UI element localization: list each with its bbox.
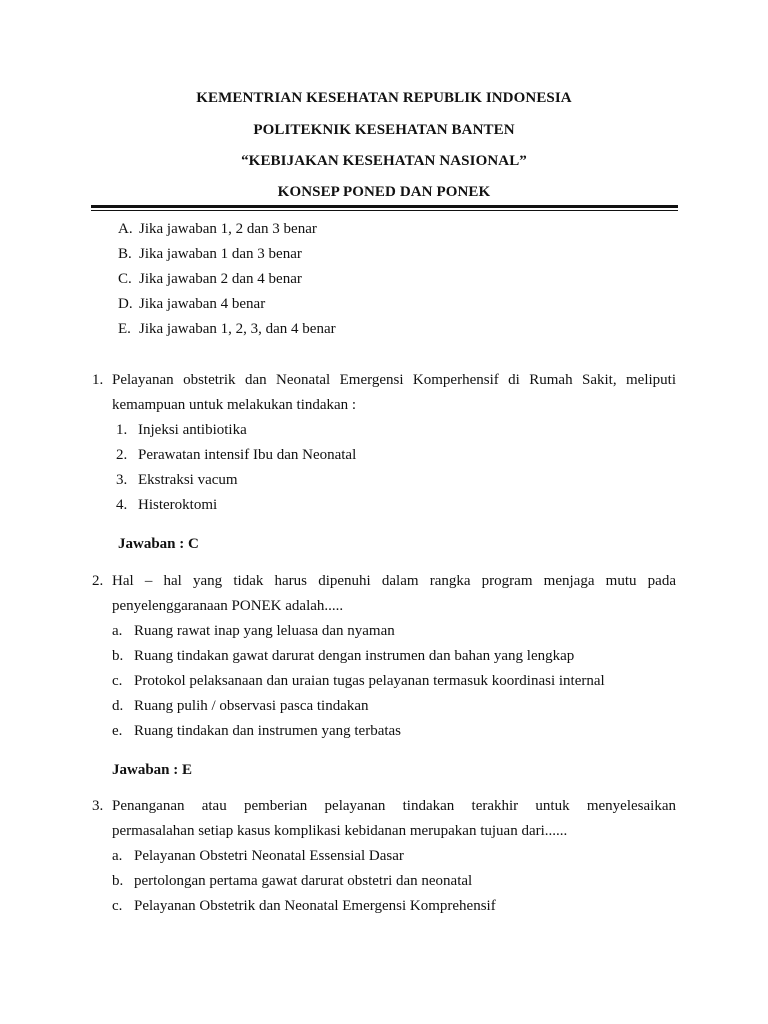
option-item <box>116 495 218 515</box>
answer-label: Jawaban : C <box>118 536 199 552</box>
option-marker: b. <box>112 648 124 664</box>
option-marker: c. <box>112 898 123 914</box>
option-text: Perawatan intensif Ibu dan Neonatal <box>138 447 357 463</box>
option-text: Ruang tindakan gawat darurat dengan instrumen dan bahan yang lengkap <box>134 648 575 664</box>
option-item <box>112 671 605 691</box>
option-item <box>112 846 404 866</box>
option-text: Protokol pelaksanaan dan uraian tugas pelayanan termasuk koordinasi internal <box>134 673 605 689</box>
option-text: Ruang rawat inap yang leluasa dan nyaman <box>134 623 395 639</box>
list-text: Jika jawaban 1, 2 dan 3 benar <box>139 221 317 237</box>
question-number: 2. <box>92 573 104 589</box>
list-item <box>118 319 336 339</box>
course-heading: “KEBIJAKAN KESEHATAN NASIONAL” <box>241 153 527 169</box>
option-text: Ruang tindakan dan instrumen yang terbatas <box>134 723 402 739</box>
option-text: Histeroktomi <box>138 497 218 513</box>
option-marker: d. <box>112 698 124 714</box>
ministry-heading: KEMENTRIAN KESEHATAN REPUBLIK INDONESIA <box>196 90 572 106</box>
option-item <box>112 621 395 641</box>
list-item <box>118 269 302 289</box>
option-item <box>112 646 575 666</box>
question-text-line: permasalahan setiap kasus komplikasi kebidanan merupakan tujuan dari...... <box>112 823 568 839</box>
option-item <box>116 470 238 490</box>
option-marker: a. <box>112 848 123 864</box>
option-item <box>112 696 369 716</box>
list-text: Jika jawaban 1, 2, 3, dan 4 benar <box>139 321 336 337</box>
question-number: 1. <box>92 372 104 388</box>
question-number: 3. <box>92 798 104 814</box>
header-rule-thin <box>91 210 678 211</box>
option-marker: 1. <box>116 422 128 438</box>
list-text: Jika jawaban 2 dan 4 benar <box>139 271 302 287</box>
list-item <box>118 244 302 264</box>
question-text-line: Pelayanan obstetrik dan Neonatal Emergensi Komperhensif di Rumah Sakit, meliputi <box>112 372 676 388</box>
list-marker: A. <box>118 221 133 237</box>
list-marker: D. <box>118 296 133 312</box>
option-text: Ruang pulih / observasi pasca tindakan <box>134 698 369 714</box>
option-text: Injeksi antibiotika <box>138 422 247 438</box>
list-marker: C. <box>118 271 132 287</box>
option-text: Ekstraksi vacum <box>138 472 238 488</box>
option-item <box>116 445 357 465</box>
question-text-line: Penanganan atau pemberian pelayanan tindakan terakhir untuk menyelesaikan <box>112 798 676 814</box>
option-item <box>112 871 473 891</box>
option-text: Pelayanan Obstetri Neonatal Essensial Dasar <box>134 848 404 864</box>
list-text: Jika jawaban 4 benar <box>139 296 266 312</box>
institution-heading: POLITEKNIK KESEHATAN BANTEN <box>253 122 515 138</box>
option-marker: 2. <box>116 447 128 463</box>
option-marker: c. <box>112 673 123 689</box>
option-marker: a. <box>112 623 123 639</box>
question-text-line: kemampuan untuk melakukan tindakan : <box>112 397 357 413</box>
question-text-line: Hal – hal yang tidak harus dipenuhi dalam rangka program menjaga mutu pada <box>112 573 676 589</box>
list-text: Jika jawaban 1 dan 3 benar <box>139 246 302 262</box>
option-marker: e. <box>112 723 123 739</box>
list-marker: E. <box>118 321 131 337</box>
topic-heading: KONSEP PONED DAN PONEK <box>277 184 491 200</box>
header-rule-thick <box>91 205 678 208</box>
option-item <box>112 896 496 916</box>
list-item <box>118 219 317 239</box>
option-marker: b. <box>112 873 124 889</box>
option-text: pertolongan pertama gawat darurat obstetri dan neonatal <box>134 873 473 889</box>
question-text-line: penyelenggaranaan PONEK adalah..... <box>112 598 344 614</box>
option-marker: 4. <box>116 497 128 513</box>
option-item <box>112 721 402 741</box>
option-marker: 3. <box>116 472 128 488</box>
answer-label: Jawaban : E <box>112 762 193 778</box>
option-item <box>116 420 247 440</box>
list-item <box>118 294 266 314</box>
option-text: Pelayanan Obstetrik dan Neonatal Emergensi Komprehensif <box>134 898 496 914</box>
list-marker: B. <box>118 246 132 262</box>
